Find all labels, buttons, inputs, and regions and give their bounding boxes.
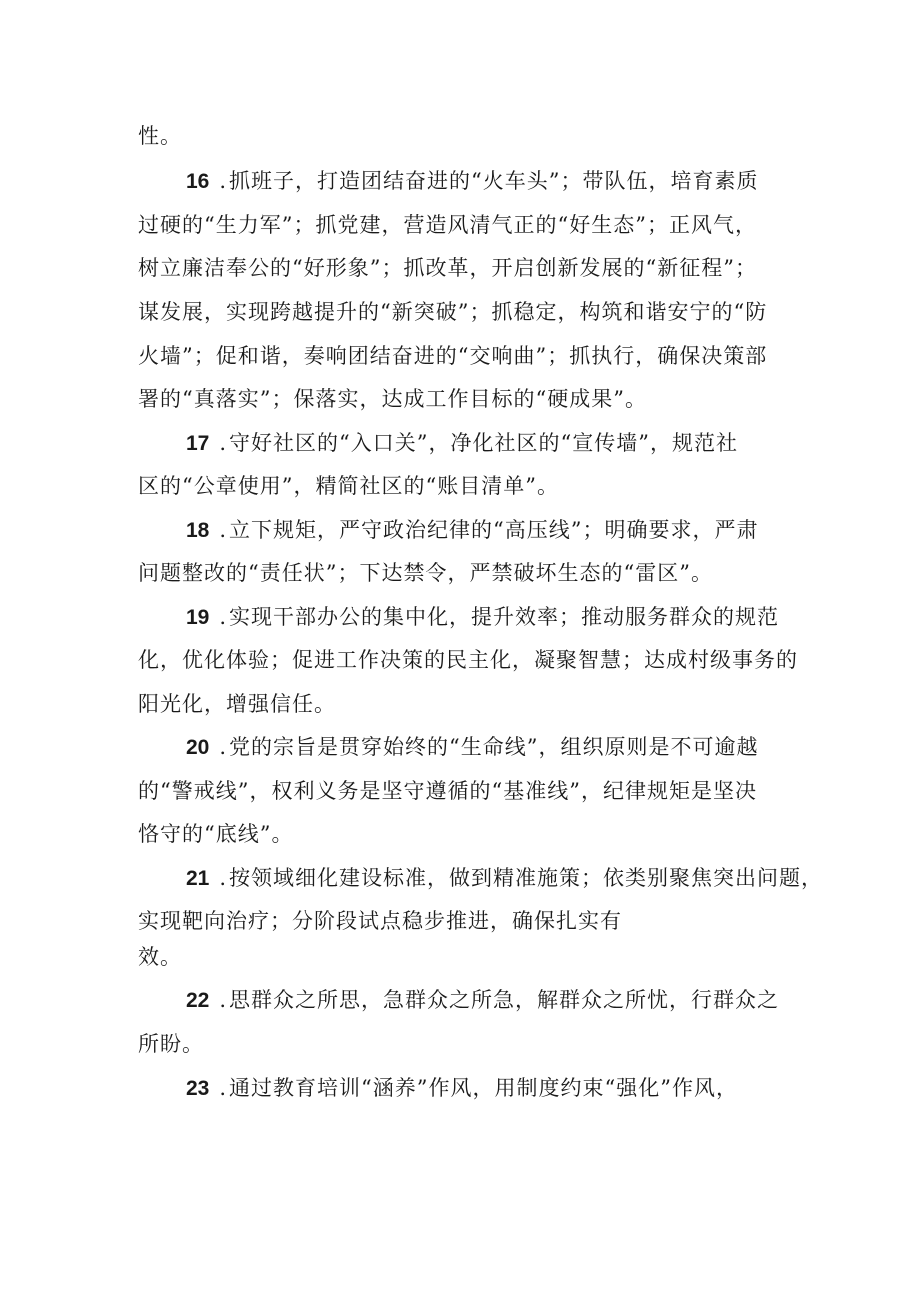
paragraph-16-line: 署的“真落实”；保落实，达成工作目标的“硬成果”。 [138, 387, 647, 411]
item-separator: . [219, 605, 228, 629]
item-separator: . [219, 169, 228, 193]
paragraph-text: 通过教育培训“涵养”作风，用制度约束“强化”作风， [229, 1076, 738, 1100]
paragraph-21-line: 实现靶向治疗；分阶段试点稳步推进，确保扎实有 [138, 909, 622, 933]
paragraph-16-line: 树立廉洁奉公的“好形象”；抓改革，开启创新发展的“新征程”； [138, 256, 757, 280]
paragraph-16-line: 火墙”；促和谐，奏响团结奋进的“交响曲”；抓执行，确保决策部 [138, 344, 768, 368]
paragraph-text: 党的宗旨是贯穿始终的“生命线”，组织原则是不可逾越 [229, 735, 759, 759]
item-number: 16 [186, 170, 210, 193]
item-number: 22 [186, 989, 210, 1012]
paragraph-text: 按领域细化建设标准，做到精准施策；依类别聚焦突出问题， [229, 866, 824, 890]
paragraph-18-first-line [186, 515, 759, 546]
paragraph-19-first-line [186, 602, 779, 633]
item-number: 23 [186, 1077, 210, 1100]
item-number: 18 [186, 519, 210, 542]
paragraph-text: 立下规矩，严守政治纪律的“高压线”；明确要求，严肃 [229, 518, 759, 542]
paragraph-17-first-line [186, 428, 738, 459]
paragraph-text: 思群众之所思，急群众之所急，解群众之所忧，行群众之 [229, 988, 780, 1012]
paragraph-22-line: 所盼。 [138, 1032, 204, 1056]
paragraph-21-first-line [186, 863, 823, 894]
paragraph-20-line: 的“警戒线”，权利义务是坚守遵循的“基准线”，纪律规矩是坚决 [138, 779, 757, 803]
paragraph-19-line: 阳光化，增强信任。 [138, 692, 336, 716]
paragraph-17-line: 区的“公章使用”，精简社区的“账目清单”。 [138, 474, 559, 498]
item-separator: . [219, 988, 228, 1012]
item-separator: . [219, 866, 228, 890]
paragraph-text: 抓班子，打造团结奋进的“火车头”；带队伍，培育素质 [229, 169, 759, 193]
item-number: 19 [186, 606, 210, 629]
item-separator: . [219, 518, 228, 542]
paragraph-15-tail: 性。 [138, 124, 182, 148]
item-separator: . [219, 1076, 228, 1100]
paragraph-23-first-line [186, 1073, 738, 1104]
paragraph-19-line: 化，优化体验；促进工作决策的民主化，凝聚智慧；达成村级事务的 [138, 648, 798, 672]
paragraph-16-line: 过硬的“生力军”；抓党建，营造风清气正的“好生态”；正风气， [138, 213, 757, 237]
paragraph-20-first-line [186, 732, 759, 763]
paragraph-20-line: 恪守的“底线”。 [138, 822, 294, 846]
paragraph-16-first-line [186, 166, 759, 197]
paragraph-21-line: 效。 [138, 945, 182, 969]
item-number: 17 [186, 432, 210, 455]
item-number: 20 [186, 736, 210, 759]
item-number: 21 [186, 867, 210, 890]
paragraph-16-line: 谋发展，实现跨越提升的“新突破”；抓稳定，构筑和谐安宁的“防 [138, 300, 768, 324]
paragraph-22-first-line [186, 985, 779, 1016]
paragraph-18-line: 问题整改的“责任状”；下达禁令，严禁破坏生态的“雷区”。 [138, 561, 713, 585]
paragraph-text: 实现干部办公的集中化，提升效率；推动服务群众的规范 [229, 605, 780, 629]
item-separator: . [219, 431, 228, 455]
paragraph-text: 守好社区的“入口关”，净化社区的“宣传墙”，规范社 [229, 431, 738, 455]
item-separator: . [219, 735, 228, 759]
